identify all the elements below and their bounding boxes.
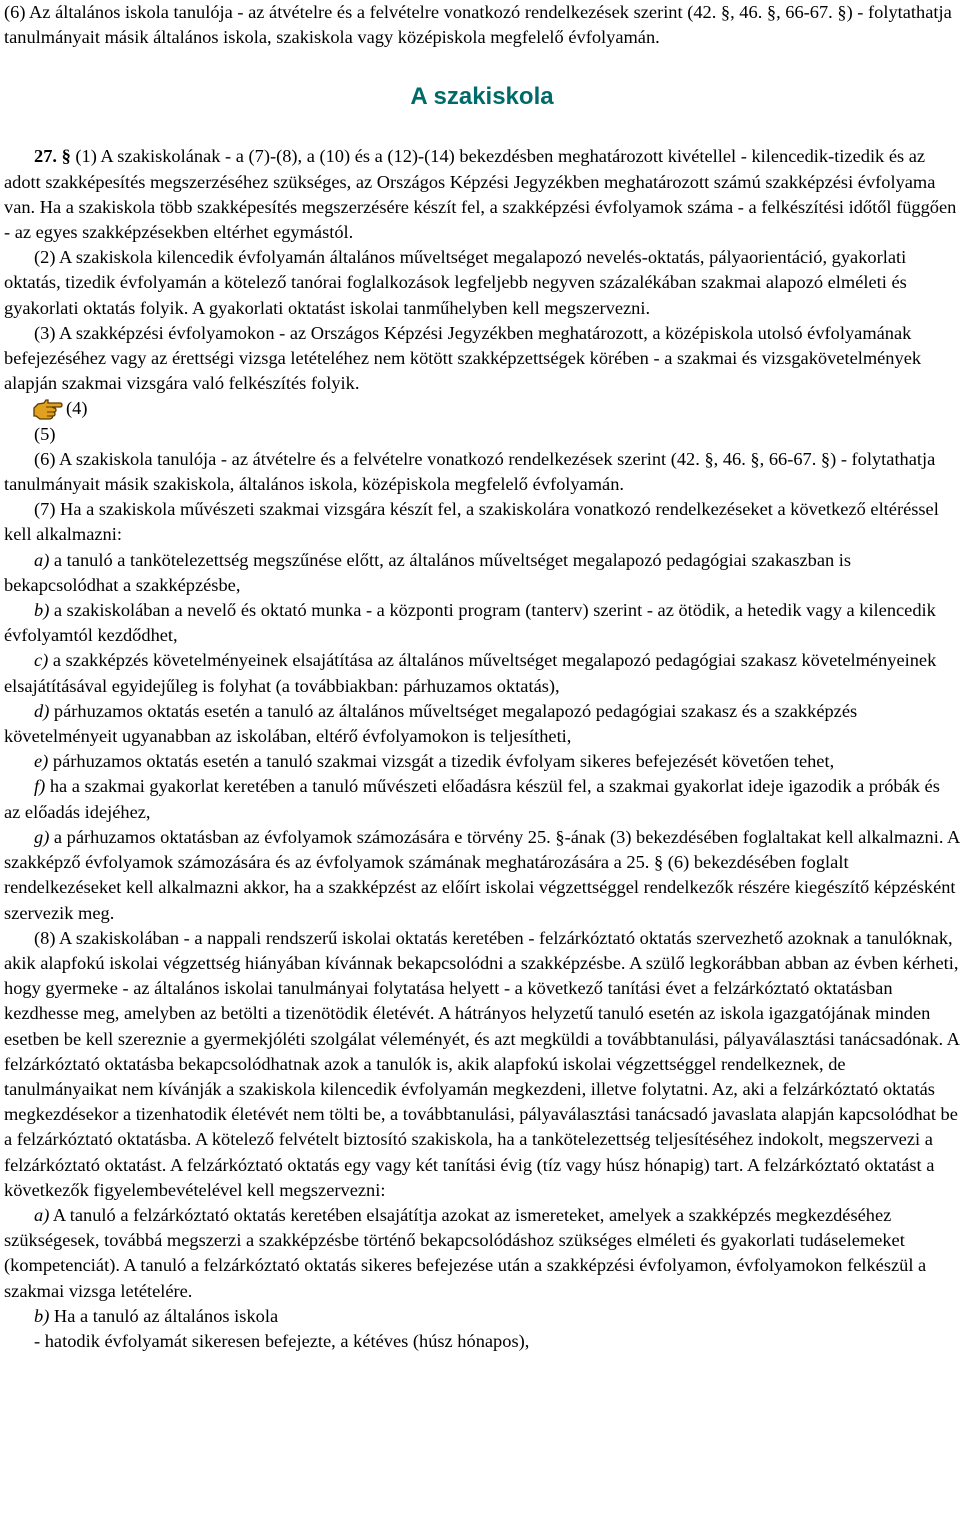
pointing-hand-icon[interactable] — [32, 398, 64, 420]
item-text: ha a szakmai gyakorlat keretében a tanuló művészeti előadásra készül fel, a szakmai gyakorlat ideje igazodik a próbák és az előadás idejéhez, — [4, 776, 940, 822]
article-paragraph-1 — [4, 144, 960, 245]
item-label: f) — [34, 776, 46, 797]
p8-item-b-dash: - hatodik évfolyamát sikeresen befejezte, a kétéves (húsz hónapos), — [34, 1330, 530, 1351]
p7-item-f — [4, 774, 960, 824]
paragraph-5-label: (5) — [34, 423, 56, 444]
item-label: e) — [34, 751, 49, 772]
p7-item-b — [4, 598, 960, 648]
p7-item-g — [4, 825, 960, 926]
item-text: a szakképzés követelményeinek elsajátítása az általános műveltséget megalapozó pedagógiai szakasz követelményeinek elsajátításával egyidejűleg is folyhat (a továbbiakban: párhuzamos oktatás), — [4, 650, 937, 696]
article-paragraph-2: (2) A szakiskola kilencedik évfolyamán általános műveltséget megalapozó nevelés-oktatás, pályaorientáció, gyakorlati oktatás, tizedik évfolyamán a kötelező tanórai foglalkozások legfeljebb negyven százalékában szakmai alapozó elméleti és gyakorlati oktatás folyik. A gyakorlati oktatást iskolai tanműhelyben kell megszervezni. — [4, 247, 907, 318]
paragraph-1-text: (1) A szakiskolának - a (7)-(8), a (10) és a (12)-(14) bekezdésben meghatározott kivétellel - kilencedik-tizedik és az adott szakképesítés megszerzéséhez szükséges, az Országos Képzési Jegyzékben meghatározott számú szakképzési évfolyama van. Ha a szakiskola több szakképesítés megszerzésére készít fel, a szakképzési évfolyamok száma - a felkészítési időtől függően - az egyes szakképzésekben eltérhet egymástól. — [4, 146, 957, 243]
item-text: Ha a tanuló az általános iskola — [49, 1305, 279, 1326]
article-paragraph-7: (7) Ha a szakiskola művészeti szakmai vizsgára készít fel, a szakiskolára vonatkozó rendelkezéseket a következő eltéréssel kell alkalmazni: — [4, 499, 939, 545]
item-text: a párhuzamos oktatásban az évfolyamok számozására e törvény 25. §-ának (3) bekezdésében foglaltakat kell alkalmazni. A szakképző évfolyamok számozására és az évfolyamok számának meghatározására a 25. § (6) bekezdésében foglalt rendelkezéseket kell alkalmazni akkor, ha a szakképzést az előírt iskolai végzettséggel rendelkezők részére kiegészítő képzésként szervezik meg. — [4, 826, 960, 923]
article-paragraph-6: (6) A szakiskola tanulója - az átvételre és a felvételre vonatkozó rendelkezések szerint (42. §, 46. §, 66-67. §) - folytathatja tanulmányait másik szakiskola, általános iskola, középiskola megfelelő évfolyamán. — [4, 448, 936, 495]
item-label: b) — [34, 600, 50, 621]
item-label: c) — [34, 650, 49, 671]
item-label: d) — [34, 700, 50, 721]
p7-item-c — [4, 648, 960, 698]
item-label: a) — [34, 1204, 50, 1225]
item-label: g) — [34, 826, 50, 847]
p7-item-a — [4, 548, 960, 598]
paragraph-4-line — [4, 396, 960, 421]
p8-item-a — [4, 1203, 960, 1304]
item-text: A tanuló a felzárkóztató oktatás keretében elsajátítja azokat az ismereteket, amelyek a szakképzés megkezdéséhez szükségesek, továbbá megszerzi a szakképzésbe történő bekapcsolódáshoz szükséges elméleti és gyakorlati tudáselemeket (kompetenciát). A tanuló a felzárkóztató oktatás sikeres befejezése után a szakképzési évfolyamon, évfolyamokon felkészül a szakmai vizsga letételére. — [4, 1204, 927, 1301]
p7-item-e — [4, 749, 960, 774]
item-text: a tanuló a tankötelezettség megszűnése előtt, az általános műveltséget megalapozó pedagógiai szakaszban is bekapcsolódhat a szakképzésbe, — [4, 549, 852, 595]
paragraph-4-label: (4) — [66, 398, 88, 419]
p7-item-d — [4, 699, 960, 749]
item-label: b) — [34, 1305, 50, 1326]
item-text: a szakiskolában a nevelő és oktató munka - a központi program (tanterv) szerint - az ötödik, a hetedik vagy a kilencedik évfolyamtól kezdődhet, — [4, 600, 936, 646]
section-heading: A szakiskola — [410, 83, 554, 111]
item-text: párhuzamos oktatás esetén a tanuló az általános műveltséget megalapozó pedagógiai szakasz és a szakképzés követelményeit ugyanabban az iskolában, eltérő évfolyamokon is teljesítheti, — [4, 700, 858, 747]
article-paragraph-8: (8) A szakiskolában - a nappali rendszerű iskolai oktatás keretében - felzárkóztató oktatás szervezhető azoknak a tanulóknak, akik alapfokú iskolai végzettség hiányában kívánnak bekapcsolódni a szakképzésbe. A szülő legkorábban abban az évben kérheti, hogy gyermeke - az általános iskolai tanulmányai folytatása helyett - a következő tanítási évet a felzárkóztató oktatásban kezdhesse meg, amelyben az betölti a tizenötödik életévét. A hátrányos helyzetű tanuló esetén az iskola igazgatójának minden esetben be kell szereznie a gyermekjóléti szolgálat véleményét, és azt megküldi a továbbtanulási, pályaválasztási tanácsadónak. A felzárkóztató oktatásba bekapcsolódhatnak azok a tanulók is, akik alapfokú iskolai végzettséggel rendelkeznek, de tanulmányaikat nem kívánják a szakiskola kilencedik évfolyamán megkezdeni, illetve folytatni. Az, aki a felzárkóztató oktatás megkezdésekor a tizenhatodik életévét nem tölti be, a továbbtanulási, pályaválasztási tanácsadó javaslata alapján kapcsolódhat be a felzárkóztató oktatásba. A kötelező felvételt biztosító szakiskola, ha a tankötelezettség teljesítéséhez indokolt, megszervezi a felzárkóztató oktatást. A felzárkóztató oktatás egy vagy két tanítási évig (tíz vagy húsz hónapig) tart. A felzárkóztató oktatást a következők figyelembevételével kell megszervezni: — [4, 927, 959, 1200]
p8-item-b — [4, 1304, 960, 1329]
intro-paragraph: (6) Az általános iskola tanulója - az átvételre és a felvételre vonatkozó rendelkezések szerint (42. §, 46. §, 66-67. §) - folytathatja tanulmányait másik általános iskola, szakiskola vagy középiskola megfelelő évfolyamán. — [4, 2, 952, 48]
article-number: 27. § — [34, 146, 71, 167]
item-text: párhuzamos oktatás esetén a tanuló szakmai vizsgát a tizedik évfolyam sikeres befejezését követően tehet, — [48, 751, 835, 772]
article-paragraph-3: (3) A szakképzési évfolyamokon - az Országos Képzési Jegyzékben meghatározott, a középiskola utolsó évfolyamának befejezéséhez vagy az érettségi vizsga letételéhez nem kötött szakképzettségek körében - a szakmai és vizsgakövetelmények alapján szakmai vizsgára való felkészítés folyik. — [4, 322, 922, 394]
item-label: a) — [34, 549, 50, 570]
